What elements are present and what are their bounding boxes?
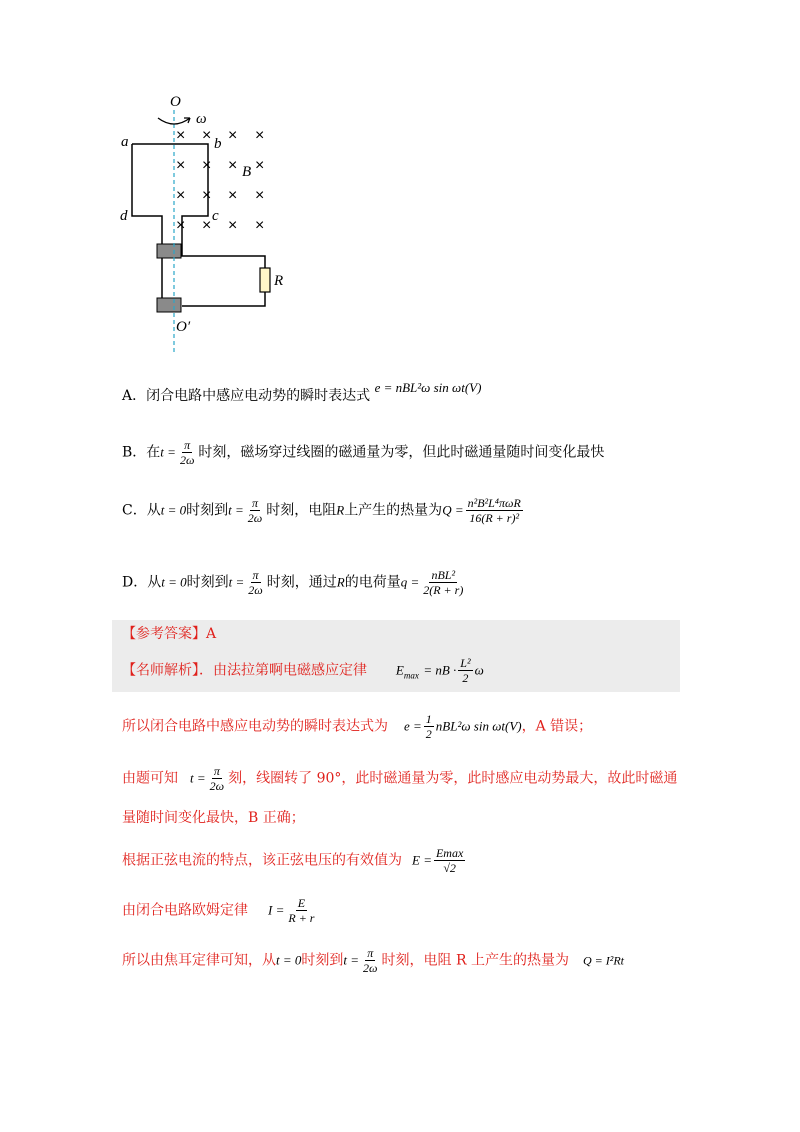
- option-C-text: 时刻，电阻: [266, 502, 337, 519]
- option-C-prefix: C．从: [122, 502, 161, 519]
- analysis-line-2: [122, 764, 677, 793]
- analysis-line-4-fraction: $\frac{Emax}{√2}$: [435, 846, 464, 875]
- label-a: a: [121, 134, 129, 150]
- analysis-line-1: [122, 712, 592, 741]
- cross-mark: ×: [228, 127, 238, 144]
- cross-mark: ×: [255, 127, 265, 144]
- analysis-line-4: [122, 846, 467, 875]
- cross-mark: ×: [202, 217, 212, 234]
- option-B-t: t =: [160, 444, 176, 460]
- option-D: [122, 568, 467, 597]
- cross-mark: ×: [255, 157, 265, 174]
- analysis-line-5-eq: I =: [268, 902, 285, 918]
- analysis-line-2-t: t =: [190, 770, 206, 786]
- analysis-line-1-fraction: $\frac{1}{2}$: [425, 712, 432, 741]
- emax-fraction: $\frac{\text{L²}}{2}$: [460, 656, 471, 685]
- option-C-mid: 时刻到: [186, 502, 229, 519]
- analysis-line-6-t0: t = 0: [276, 952, 302, 968]
- analysis-line-5-fraction: $\frac{E}{R + r}$: [288, 896, 315, 925]
- option-B: [122, 438, 604, 467]
- cross-mark: ×: [202, 187, 212, 204]
- analysis-line-5-text: 由闭合电路欧姆定律: [122, 902, 248, 919]
- option-D-mid: 时刻到: [186, 574, 229, 591]
- emax-tail: ω: [474, 662, 484, 678]
- option-C-R: R: [336, 502, 345, 518]
- analysis-line-1-tail: nBL²ω sin ωt(V): [435, 718, 522, 734]
- option-C-t0: t = 0: [160, 502, 187, 518]
- cross-mark: ×: [228, 187, 238, 204]
- slip-ring-upper: [157, 244, 181, 258]
- option-C: [122, 496, 525, 525]
- cross-mark: ×: [176, 187, 186, 204]
- label-c: c: [212, 208, 219, 224]
- analysis-line-6: [122, 946, 624, 975]
- cross-mark: ×: [202, 157, 212, 174]
- analysis-header: [122, 656, 484, 685]
- label-omega: ω: [196, 111, 207, 127]
- label-O-prime: O′: [176, 319, 191, 335]
- analysis-line-6-t: t =: [343, 952, 360, 968]
- option-B-text: 时刻，磁场穿过线圈的磁通量为零，但此时磁通量随时间变化最快: [198, 444, 605, 461]
- option-B-fraction: $\frac{\pi}{2\omega}$: [179, 438, 195, 467]
- option-D-text: 时刻，通过: [266, 574, 337, 591]
- analysis-line-4-text: 根据正弦电流的特点，该正弦电压的有效值为: [122, 852, 402, 869]
- option-C-Q: Q =: [442, 502, 464, 518]
- cross-mark: ×: [176, 127, 186, 144]
- analysis-line-2-fraction: $\frac{\pi}{2\omega}$: [209, 764, 225, 793]
- cross-mark: ×: [176, 217, 186, 234]
- analysis-line-6-rest: 时刻，电阻 R 上产生的热量为: [381, 952, 569, 969]
- option-C-text2: 上产生的热量为: [344, 502, 443, 519]
- option-C-time-fraction: $\frac{\pi}{2\omega}$: [247, 496, 263, 525]
- label-B: B: [242, 164, 252, 180]
- cross-mark: ×: [255, 187, 265, 204]
- analysis-line-6-text: 所以由焦耳定律可知，从: [122, 952, 276, 969]
- resistor-R: [260, 268, 270, 292]
- analysis-line-2-rest: 刻，线圈转了 90°，此时磁通量为零，此时感应电动势最大，故此时磁通: [228, 770, 678, 787]
- option-A-text: A．闭合电路中感应电动势的瞬时表达式: [122, 388, 371, 404]
- option-C-heat-fraction: $\frac{\text{n²B²L⁴πωR}}{\text{16(R + r)²}}$: [467, 496, 521, 525]
- analysis-line-4-eq: E =: [412, 852, 432, 868]
- analysis-line-1-end: ，A 错误；: [521, 718, 593, 735]
- emax-sub: max: [403, 670, 419, 681]
- label-O: O: [170, 94, 181, 110]
- emax-lhs: E: [395, 662, 404, 678]
- cross-mark: ×: [255, 217, 265, 234]
- option-A-formula: e = nBL²ω sin ωt(V): [374, 380, 482, 395]
- option-D-text2: 的电荷量: [344, 574, 401, 591]
- analysis-line-1-eq: e =: [404, 718, 422, 734]
- analysis-line-6-q: Q = I²Rt: [582, 953, 624, 968]
- option-D-time-fraction: $\frac{\pi}{2\omega}$: [248, 568, 263, 597]
- option-D-charge-fraction: $\frac{\text{nBL²}}{2(R + r)}$: [423, 568, 464, 597]
- label-b: b: [214, 136, 222, 152]
- option-C-t: t =: [228, 502, 244, 518]
- cross-mark: ×: [176, 157, 186, 174]
- analysis-label: 【名师解析】．由法拉第啊电磁感应定律: [122, 662, 367, 679]
- analysis-line-6-mid: 时刻到: [301, 952, 344, 969]
- option-D-t0: t = 0: [161, 574, 187, 590]
- cross-mark: ×: [228, 157, 238, 174]
- option-D-q: q =: [400, 574, 420, 590]
- analysis-line-2-text: 由题可知: [122, 770, 178, 787]
- option-D-prefix: D．从: [122, 574, 162, 591]
- emax-mid: = nB ·: [423, 662, 457, 678]
- cross-mark: ×: [228, 217, 238, 234]
- option-B-prefix: B．在: [122, 444, 161, 461]
- generator-circuit-diagram: [110, 88, 310, 363]
- cross-mark: ×: [202, 127, 212, 144]
- analysis-line-1-text: 所以闭合电路中感应电动势的瞬时表达式为: [122, 718, 388, 735]
- analysis-line-3: 量随时间变化最快，B 正确；: [122, 810, 305, 826]
- option-A: [122, 380, 482, 406]
- option-D-t: t =: [228, 574, 245, 590]
- option-D-R: R: [336, 574, 345, 590]
- label-R: R: [274, 273, 284, 289]
- analysis-line-5: [122, 896, 318, 925]
- coil-loop: [132, 144, 208, 250]
- analysis-line-6-fraction: $\frac{\pi}{2\omega}$: [363, 946, 378, 975]
- slip-ring-lower: [157, 298, 181, 312]
- answer-label: 【参考答案】A: [122, 626, 217, 642]
- label-d: d: [120, 208, 128, 224]
